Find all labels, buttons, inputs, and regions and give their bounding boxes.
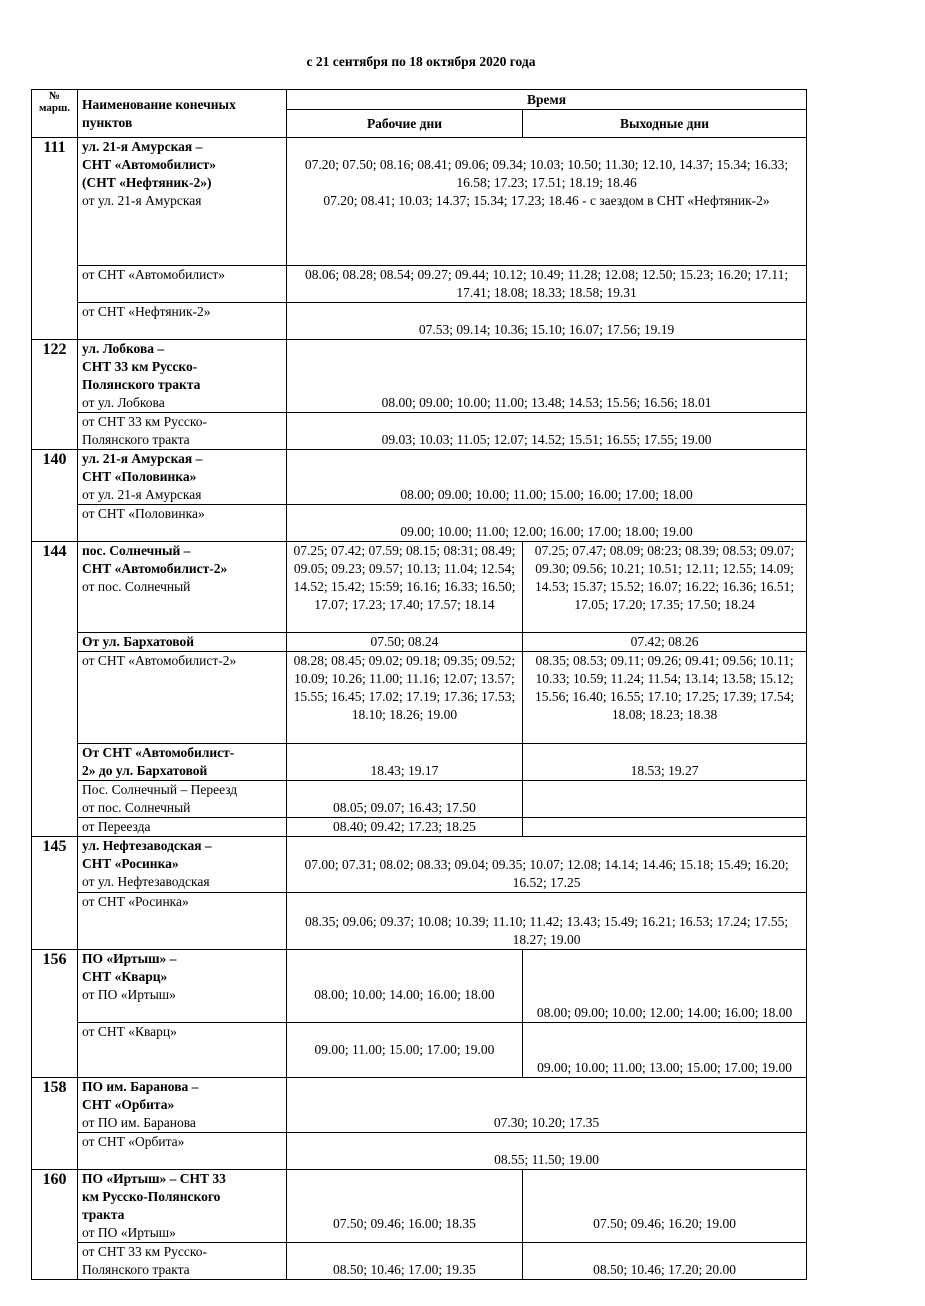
route-name-line: км Русско-Полянского (82, 1189, 221, 1204)
route-name-line: СНТ «Росинка» (82, 856, 179, 871)
weekend-times-empty (523, 818, 807, 837)
departure-point: от ул. Лобкова (82, 395, 165, 410)
header-endpoints: Наименование конечных пунктов (78, 90, 287, 138)
departure-point: от СНТ «Нефтяник-2» (78, 303, 287, 340)
route-name-line: ул. Нефтезаводская – (82, 838, 212, 853)
departure-times: 08.55; 11.50; 19.00 (287, 1133, 807, 1170)
table-row (32, 818, 807, 837)
weekend-times: 07.42; 08.26 (523, 633, 807, 652)
header-time: Время (287, 90, 807, 110)
header-workdays: Рабочие дни (287, 110, 523, 138)
route-number: 156 (32, 950, 78, 1078)
route-name-line: СНТ «Автомобилист» (82, 157, 217, 172)
departure-point: от СНТ «Росинка» (78, 893, 287, 950)
departure-point: от ул. Нефтезаводская (82, 874, 210, 889)
route-name-line: ул. 21-я Амурская – (82, 139, 203, 154)
table-row (32, 837, 807, 893)
route-number: 158 (32, 1078, 78, 1170)
departure-point: от Переезда (78, 818, 287, 837)
table-row (32, 450, 807, 505)
route-name-line: (СНТ «Нефтяник-2») (82, 175, 212, 190)
departure-point-line: Пос. Солнечный – Переезд (82, 782, 238, 797)
departure-times: 08.00; 09.00; 10.00; 11.00; 15.00; 16.00; 17.00; 18.00 (287, 450, 807, 505)
workday-times: 07.25; 07.42; 07.59; 08.15; 08:31; 08.49; 09.05; 09.23; 09.57; 10.13; 11.04; 12.54; 14.52; 15.42; 15:59; 16.16; 16.33; 16.50; 17.07; 17.23; 17.40; 17.57; 18.14 (287, 542, 523, 633)
route-number: 160 (32, 1170, 78, 1280)
departure-times: 08.00; 09.00; 10.00; 11.00; 13.48; 14.53; 15.56; 16.56; 18.01 (287, 340, 807, 413)
route-name-line: СНТ «Автомобилист-2» (82, 561, 228, 576)
weekend-times: 18.53; 19.27 (523, 744, 807, 781)
route-endpoints (78, 450, 287, 505)
departure-point-line: Полянского тракта (82, 432, 190, 447)
route-endpoints (78, 138, 287, 266)
departure-point (78, 1243, 287, 1280)
departure-point: от ПО им. Баранова (82, 1115, 196, 1130)
weekend-times: 07.50; 09.46; 16.20; 19.00 (523, 1170, 807, 1243)
departure-times: 09.03; 10.03; 11.05; 12.07; 14.52; 15.51; 16.55; 17.55; 19.00 (287, 413, 807, 450)
route-name-line: ПО «Иртыш» – СНТ 33 (82, 1171, 226, 1186)
weekend-times: 08.50; 10.46; 17.20; 20.00 (523, 1243, 807, 1280)
departure-point (78, 744, 287, 781)
table-row (32, 138, 807, 266)
departure-point: от СНТ «Автомобилист» (78, 266, 287, 303)
departure-point: от ул. 21-я Амурская (82, 487, 202, 502)
route-endpoints (78, 340, 287, 413)
departure-point: От ул. Бархатовой (78, 633, 287, 652)
route-endpoints (78, 1170, 287, 1243)
route-name-line: ПО им. Баранова – (82, 1079, 199, 1094)
workday-times: 08.00; 10.00; 14.00; 16.00; 18.00 (287, 950, 523, 1023)
route-name-line: ул. 21-я Амурская – (82, 451, 203, 466)
workday-times: 08.28; 08.45; 09.02; 09.18; 09.35; 09.52; 10.09; 10.26; 11.00; 11.16; 12.07; 13.57; 15.55; 16.45; 17.02; 17.19; 17.36; 17.53; 18.10; 18.26; 19.00 (287, 652, 523, 744)
departure-times: 07.00; 07.31; 08.02; 08.33; 09.04; 09.35; 10.07; 12.08; 14.14; 14.46; 15.18; 15.49; 16.20; 16.52; 17.25 (287, 837, 807, 893)
table-row (32, 950, 807, 1023)
route-number: 111 (32, 138, 78, 340)
departure-times: 08.35; 09.06; 09.37; 10.08; 10.39; 11.10; 11.42; 13.43; 15.49; 16.21; 16.53; 17.24; 17.55; 18.27; 19.00 (287, 893, 807, 950)
departure-point (78, 413, 287, 450)
departure-point: от ул. 21-я Амурская (82, 193, 202, 208)
route-number: 122 (32, 340, 78, 450)
header-row (32, 90, 807, 110)
table-row (32, 1078, 807, 1133)
header-route-number: № марш. (32, 90, 78, 138)
departure-point (78, 781, 287, 818)
weekend-times-empty (523, 781, 807, 818)
route-endpoints (78, 837, 287, 893)
workday-times: 08.05; 09.07; 16.43; 17.50 (287, 781, 523, 818)
departure-point: от СНТ «Орбита» (78, 1133, 287, 1170)
times-line: 07.20; 07.50; 08.16; 08.41; 09.06; 09.34; 10.03; 10.50; 11.30; 12.10, 14.37; 15.34; 16.33; 16.58; 17.23; 17.51; 18.19; 18.46 (304, 157, 789, 190)
workday-times: 07.50; 09.46; 16.00; 18.35 (287, 1170, 523, 1243)
table-row (32, 633, 807, 652)
departure-point: от пос. Солнечный (82, 579, 191, 594)
departure-times (287, 138, 807, 266)
times-line: 07.20; 08.41; 10.03; 14.37; 15.34; 17.23; 18.46 - с заездом в СНТ «Нефтяник-2» (323, 193, 770, 208)
weekend-times: 08.35; 08.53; 09.11; 09.26; 09.41; 09.56; 10.11; 10.33; 10.59; 11.24; 11.54; 13.14; 13.58; 15.12; 15.56; 16.40; 16.55; 17.10; 17.25; 17.39; 17.54; 18.08; 18.23; 18.38 (523, 652, 807, 744)
table-row (32, 413, 807, 450)
header-weekends: Выходные дни (523, 110, 807, 138)
workday-times: 08.40; 09.42; 17.23; 18.25 (287, 818, 523, 837)
route-endpoints (78, 1078, 287, 1133)
route-name-line: пос. Солнечный – (82, 543, 191, 558)
table-row (32, 1243, 807, 1280)
route-name-line: ПО «Иртыш» – (82, 951, 177, 966)
departure-point-line: 2» до ул. Бархатовой (82, 763, 208, 778)
route-name-line: ул. Лобкова – (82, 341, 165, 356)
departure-point-line: от СНТ 33 км Русско- (82, 414, 207, 429)
table-row (32, 1170, 807, 1243)
table-row (32, 303, 807, 340)
table-row (32, 744, 807, 781)
route-name-line: СНТ 33 км Русско- (82, 359, 198, 374)
workday-times: 08.50; 10.46; 17.00; 19.35 (287, 1243, 523, 1280)
table-row (32, 266, 807, 303)
table-row (32, 340, 807, 413)
schedule-table (31, 89, 807, 1280)
workday-times: 07.50; 08.24 (287, 633, 523, 652)
workday-times: 18.43; 19.17 (287, 744, 523, 781)
departure-times: 09.00; 10.00; 11.00; 12.00; 16.00; 17.00; 18.00; 19.00 (287, 505, 807, 542)
departure-point: от СНТ «Автомобилист-2» (78, 652, 287, 744)
weekend-times: 07.25; 07.47; 08.09; 08:23; 08.39; 08.53; 09.07; 09.30; 09.56; 10.21; 10.51; 12.11; 12.55; 14.09; 14.53; 15.37; 15.52; 16.07; 16.22; 16.36; 16.51; 17.05; 17.20; 17.35; 17.50; 18.24 (523, 542, 807, 633)
departure-point: от ПО «Иртыш» (82, 987, 176, 1002)
route-name-line: СНТ «Половинка» (82, 469, 197, 484)
table-row (32, 542, 807, 633)
departure-times: 08.06; 08.28; 08.54; 09.27; 09.44; 10.12; 10.49; 11.28; 12.08; 12.50; 15.23; 16.20; 17.11; 17.41; 18.08; 18.33; 18.58; 19.31 (287, 266, 807, 303)
route-name-line: СНТ «Кварц» (82, 969, 168, 984)
table-row (32, 505, 807, 542)
route-name-line: тракта (82, 1207, 125, 1222)
departure-point-line: от пос. Солнечный (82, 800, 191, 815)
departure-point-line: От СНТ «Автомобилист- (82, 745, 235, 760)
table-row (32, 652, 807, 744)
route-number: 145 (32, 837, 78, 950)
route-name-line: Полянского тракта (82, 377, 201, 392)
table-row (32, 781, 807, 818)
weekend-times: 08.00; 09.00; 10.00; 12.00; 14.00; 16.00; 18.00 (523, 950, 807, 1023)
departure-times: 07.30; 10.20; 17.35 (287, 1078, 807, 1133)
departure-point: от СНТ «Половинка» (78, 505, 287, 542)
workday-times: 09.00; 11.00; 15.00; 17.00; 19.00 (287, 1023, 523, 1078)
route-name-line: СНТ «Орбита» (82, 1097, 175, 1112)
table-row (32, 1133, 807, 1170)
departure-point: от СНТ «Кварц» (78, 1023, 287, 1078)
weekend-times: 09.00; 10.00; 11.00; 13.00; 15.00; 17.00; 19.00 (523, 1023, 807, 1078)
route-endpoints (78, 950, 287, 1023)
departure-point-line: от СНТ 33 км Русско- (82, 1244, 207, 1259)
document-title: с 21 сентября по 18 октября 2020 года (306, 54, 536, 69)
route-number: 144 (32, 542, 78, 837)
route-endpoints (78, 542, 287, 633)
departure-point: от ПО «Иртыш» (82, 1225, 176, 1240)
departure-times: 07.53; 09.14; 10.36; 15.10; 16.07; 17.56; 19.19 (287, 303, 807, 340)
route-number: 140 (32, 450, 78, 542)
table-row (32, 893, 807, 950)
departure-point-line: Полянского тракта (82, 1262, 190, 1277)
table-row (32, 1023, 807, 1078)
